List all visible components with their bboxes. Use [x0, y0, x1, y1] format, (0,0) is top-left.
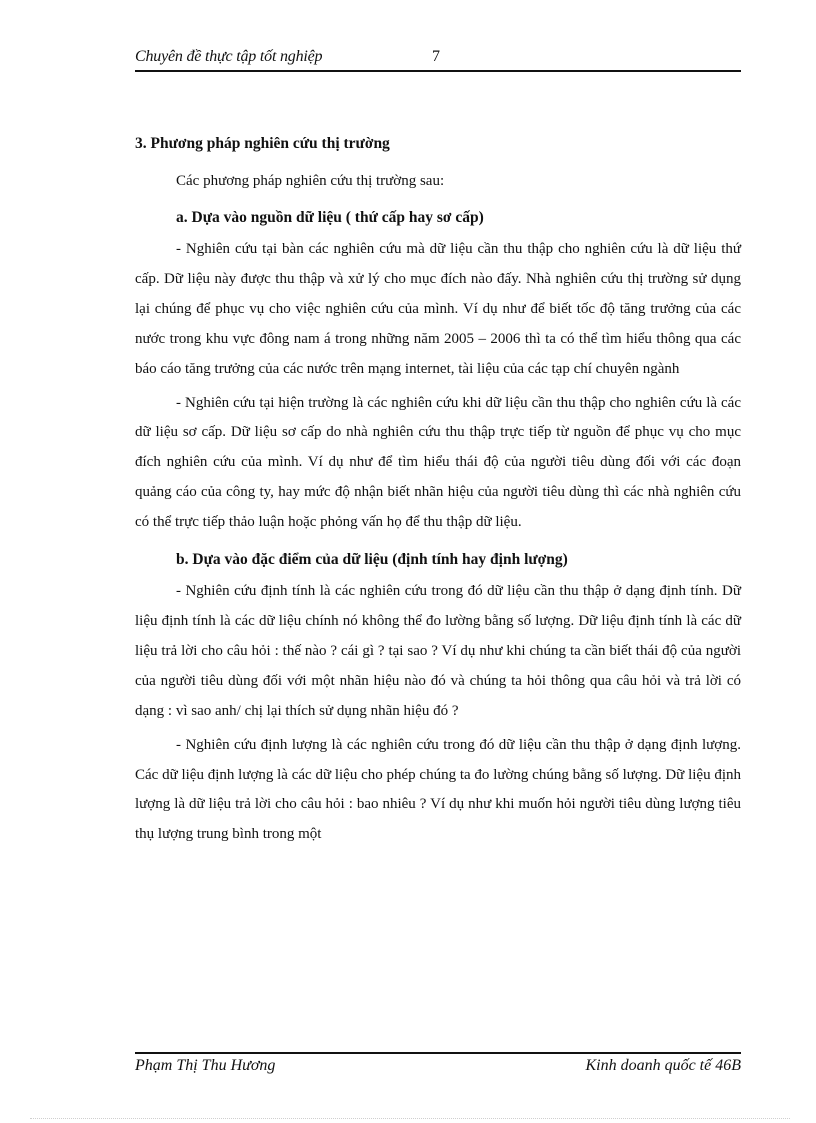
- paragraph: - Nghiên cứu định lượng là các nghiên cứu trong đó dữ liệu cần thu thập ở dạng định lượng. Các dữ liệu định lượng là các dữ liệu cho phép chúng ta đo lường chúng bằng số lượng. Dữ liệu định lượng là dữ liệu trả lời cho câu hỏi : bao nhiêu ? Ví dụ như khi muốn hỏi người tiêu dùng lượng tiêu thụ lượng trung bình trong một: [135, 736, 741, 843]
- section-intro: Các phương pháp nghiên cứu thị trường sau:: [176, 173, 445, 189]
- paragraph: - Nghiên cứu định tính là các nghiên cứu trong đó dữ liệu cần thu thập ở dạng định tính. Dữ liệu định tính là các dữ liệu chính nó không thể đo lường bằng số lượng. Dữ liệu định tính là các dữ liệu trả lời cho câu hỏi : thế nào ? cái gì ? tại sao ? Ví dụ như khi chúng ta cần biết thái độ của người của người tiêu dùng đối với một nhãn hiệu nào đó và chúng ta hỏi thông qua câu hỏi và trả lời có dạng : vì sao anh/ chị lại thích sử dụng nhãn hiệu đó ?: [135, 583, 741, 719]
- subsection-b-heading: b. Dựa vào đặc điểm của dữ liệu (định tính hay định lượng): [176, 551, 568, 569]
- page-header: [135, 48, 741, 72]
- paragraph: - Nghiên cứu tại bàn các nghiên cứu mà dữ liệu cần thu thập cho nghiên cứu là dữ liệu thứ cấp. Dữ liệu này được thu thập và xử lý cho mục đích nào đấy. Nhà nghiên cứu thị trường sử dụng lại chúng để phục vụ cho việc nghiên cứu của mình. Ví dụ như để biết tốc độ tăng trưởng của các nước trong khu vực đông nam á trong những năm 2005 – 2006 thì ta có thể tìm hiểu thông qua các báo cáo tăng trưởng của các nước trên mạng internet, tài liệu của các tạp chí chuyên ngành: [135, 241, 741, 377]
- page-number: 7: [432, 48, 440, 65]
- header-title: Chuyên đề thực tập tốt nghiệp: [135, 48, 323, 65]
- page-bottom-divider: [30, 1118, 790, 1119]
- page-body: [135, 130, 741, 854]
- section-heading: 3. Phương pháp nghiên cứu thị trường: [135, 135, 390, 152]
- footer-author: Phạm Thị Thu Hương: [135, 1057, 276, 1074]
- footer-course: Kinh doanh quốc tế 46B: [585, 1057, 741, 1074]
- page-footer: [135, 1052, 741, 1074]
- paragraph: - Nghiên cứu tại hiện trường là các nghiên cứu khi dữ liệu cần thu thập cho nghiên cứu là các dữ liệu sơ cấp. Dữ liệu sơ cấp do nhà nghiên cứu thu thập trực tiếp từ nguồn để phục vụ cho mục đích nghiên cứu của mình. Ví dụ như để tìm hiểu thái độ của người tiêu dùng đối với các đoạn quảng cáo của công ty, hay mức độ nhận biết nhãn hiệu của người tiêu dùng thì các nhà nghiên cứu có thể trực tiếp thảo luận hoặc phỏng vấn họ để thu thập dữ liệu.: [135, 394, 741, 531]
- subsection-a-heading: a. Dựa vào nguồn dữ liệu ( thứ cấp hay sơ cấp): [176, 209, 484, 226]
